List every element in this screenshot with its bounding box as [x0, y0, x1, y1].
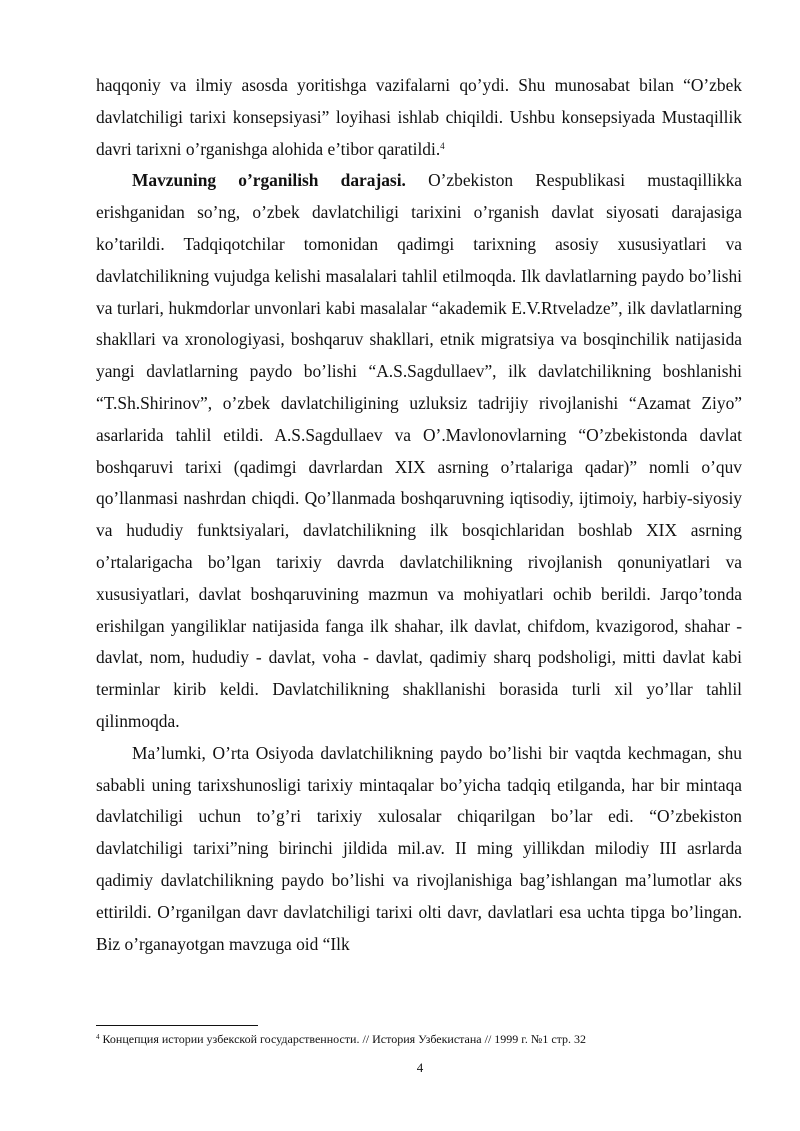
section-heading: Mavzuning o’rganilish darajasi.: [132, 170, 406, 191]
footnote-text: Концепция истории узбекской государственности. // История Узбекистана // 1999 г. №1 стр. 32: [102, 1032, 587, 1046]
footnote: [96, 1031, 742, 1047]
paragraph-3: [96, 738, 742, 961]
paragraph-2: [96, 165, 742, 737]
paragraph-3-text: Ma’lumki, O’rta Osiyoda davlatchilikning paydo bo’lishi bir vaqtda kechmagan, shu sababli uning tarixshunosligi tarixiy mintaqalar bo’yicha tadqiq etilganda, har bir mintaqa davlatchiligi uchun to’g’ri tarixiy xulosalar chiqarilgan bo’lar edi. “O’zbekiston davlatchiligi tarixi”ning birinchi jildida mil.av. II ming yillikdan milodiy III asrlarda qadimiy davlatchilikning paydo bo’lishi va rivojlanishiga bag’ishlangan ma’lumotlar aks ettirildi. O’rganilgan davr davlatchiligi tarixi olti davr, davlatlari esa uchta tipga bo’lingan. Biz o’rganayotgan mavzuga oid “Ilk: [96, 742, 742, 954]
paragraph-2-text: O’zbekiston Respublikasi mustaqillikka erishganidan so’ng, o’zbek davlatchiligi tarixini o’rganish davlat siyosati darajasiga ko’tarildi. Tadqiqotchilar tomonidan qadimgi tarixning asosiy xususiyatlari va davlatchilikning vujudga kelishi masalalari tahlil etilmoqda. Ilk davlatlarning paydo bo’lishi va turlari, hukmdorlar unvonlari kabi masalalar “akademik E.V.Rtveladze”, ilk davlatlarning shakllari va xronologiyasi, boshqaruv shakllari, etnik migratsiya va bosqinchilik natijasida yangi davlatlarning paydo bo’lishi “A.S.Sagdullaev”, ilk davlatchilikning boshlanishi “T.Sh.Shirinov”, o’zbek davlatchiligining uzluksiz tadrijiy rivojlanishi “Azamat Ziyo” asarlarida tahlil etildi. A.S.Sagdullaev va O’.Mavlonovlarning “O’zbekistonda davlat boshqaruvi tarixi (qadimgi davrlardan XIX asrning o’rtalariga qadar)” nomli o’quv qo’llanmasi nashrdan chiqdi. Qo’llanmada boshqaruvning iqtisodiy, ijtimoiy, harbiy-siyosiy va hududiy funktsiyalari, davlatchilikning ilk bosqichlaridan boshlab XIX asrning o’rtalarigacha bo’lgan tarixiy davrda davlatchilikning rivojlanish qonuniyatlari va xususiyatlari, davlat boshqaruvining mazmun va mohiyatlari ochib berildi. Jarqo’tonda erishilgan yangiliklar natijasida fanga ilk shahar, ilk davlat, chifdom, kvazigorod, shahar - davlat, nom, hududiy - davlat, voha - davlat, qadimiy sharq podsholigi, mitti davlat kabi terminlar kirib keldi. Davlatchilikning shakllanishi borasida turli xil yo’llar tahlil qilinmoqda.: [96, 170, 742, 731]
body-text: [96, 70, 742, 960]
paragraph-1: [96, 70, 742, 165]
page-number: 4: [416, 1060, 424, 1075]
footnote-reference[interactable]: 4: [440, 140, 445, 151]
paragraph-1-text: haqqoniy va ilmiy asosda yoritishga vazifalarni qo’ydi. Shu munosabat bilan “O’zbek davlatchiligi tarixi konsepsiyasi” loyihasi ishlab chiqildi. Ushbu konsepsiyada Mustaqillik davri tarixni o’rganishga alohida e’tibor qaratildi.: [96, 75, 742, 159]
footnote-divider: [96, 1025, 258, 1026]
footnote-number: 4: [96, 1033, 100, 1041]
